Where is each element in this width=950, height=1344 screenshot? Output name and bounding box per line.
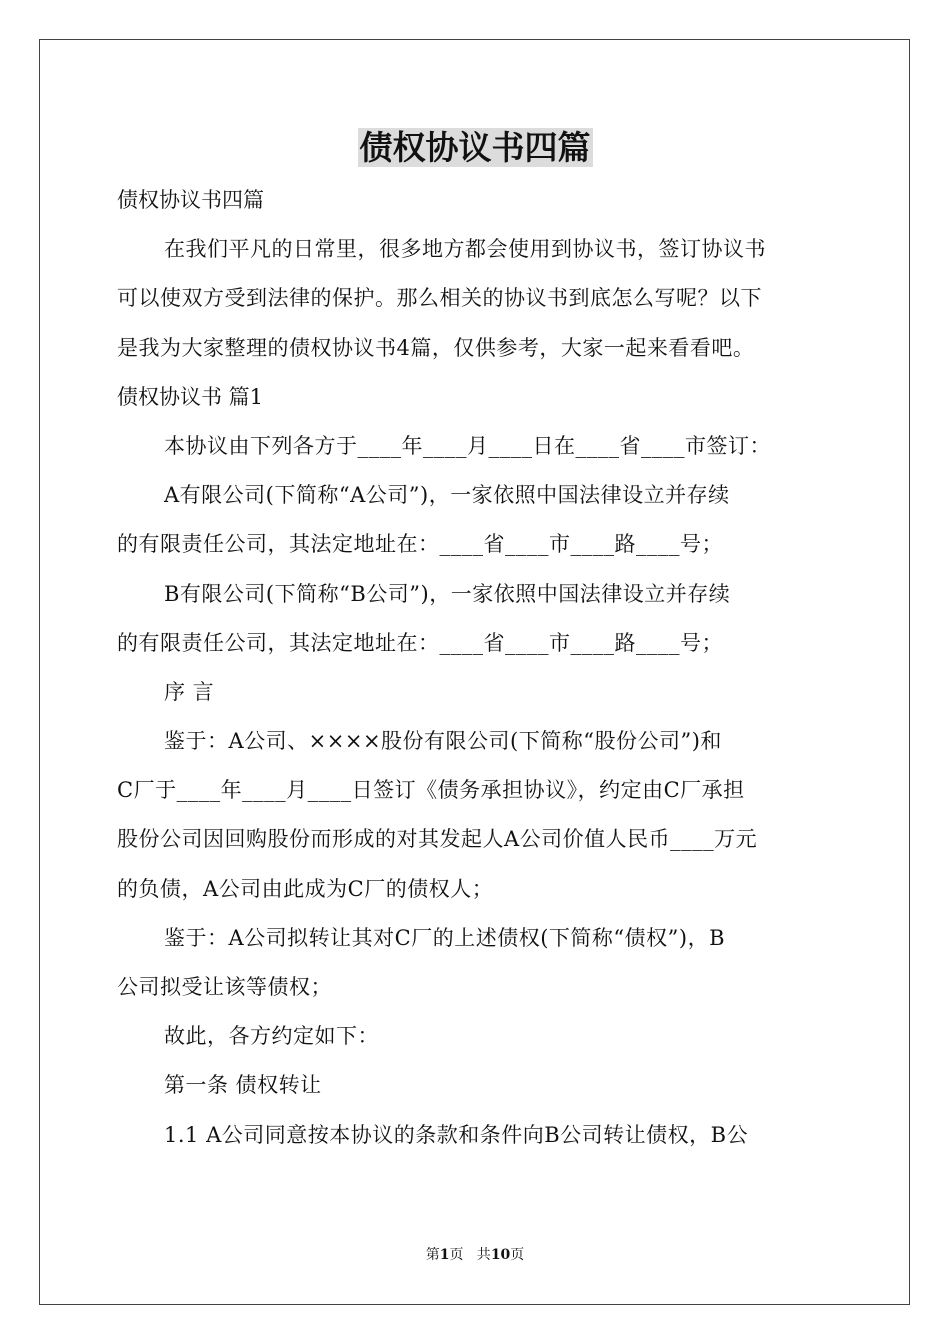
body-line: 故此，各方约定如下： <box>164 1024 379 1049</box>
body-line-section-heading: 债权协议书 篇1 <box>117 384 264 409</box>
footer-separator: 共 <box>463 1247 491 1263</box>
footer-page-number: 1 <box>439 1247 450 1263</box>
page-footer <box>0 1245 950 1265</box>
body-line: 鉴于：A公司拟转让其对C厂的上述债权(下简称“债权”)，B <box>164 925 726 950</box>
footer-total-pages: 10 <box>490 1247 511 1263</box>
body-line: 1.1 A公司同意按本协议的条款和条件向B公司转让债权，B公 <box>164 1122 749 1147</box>
body-line: 的有限责任公司，其法定地址在：____省____市____路____号； <box>117 630 723 655</box>
footer-prefix: 第 <box>425 1247 440 1263</box>
body-line-subtitle: 债权协议书四篇 <box>117 188 264 212</box>
body-line: 的负债，A公司由此成为C厂的债权人； <box>117 876 494 901</box>
body-line: 公司拟受让该等债权； <box>117 975 332 999</box>
body-line: 本协议由下列各方于____年____月____日在____省____市签订： <box>164 433 771 458</box>
document-title <box>0 128 950 168</box>
body-line: 可以使双方受到法律的保护。那么相关的协议书到底怎么写呢？以下 <box>117 286 762 311</box>
body-line: B有限公司(下简称“B公司”)，一家依照中国法律设立并存续 <box>164 581 731 606</box>
footer-total-unit: 页 <box>510 1247 525 1263</box>
body-line: 股份公司因回购股份而形成的对其发起人A公司价值人民币____万元 <box>117 827 758 852</box>
body-line: 鉴于：A公司、××××股份有限公司(下简称“股份公司”)和 <box>164 729 722 754</box>
document-title-text: 债权协议书四篇 <box>359 128 591 167</box>
footer-page-unit: 页 <box>449 1247 464 1263</box>
body-line-preamble-heading: 序 言 <box>164 679 215 704</box>
body-line: A有限公司(下简称“A公司”)，一家依照中国法律设立并存续 <box>164 483 730 508</box>
body-line-article-heading: 第一条 债权转让 <box>164 1073 322 1098</box>
body-line: 在我们平凡的日常里，很多地方都会使用到协议书，签订协议书 <box>164 237 766 262</box>
document-body <box>117 176 837 1160</box>
body-line: C厂于____年____月____日签订《债务承担协议》，约定由C厂承担 <box>117 778 745 803</box>
body-line: 是我为大家整理的债权协议书4篇，仅供参考，大家一起来看看吧。 <box>117 335 755 360</box>
body-line: 的有限责任公司，其法定地址在：____省____市____路____号； <box>117 532 723 557</box>
